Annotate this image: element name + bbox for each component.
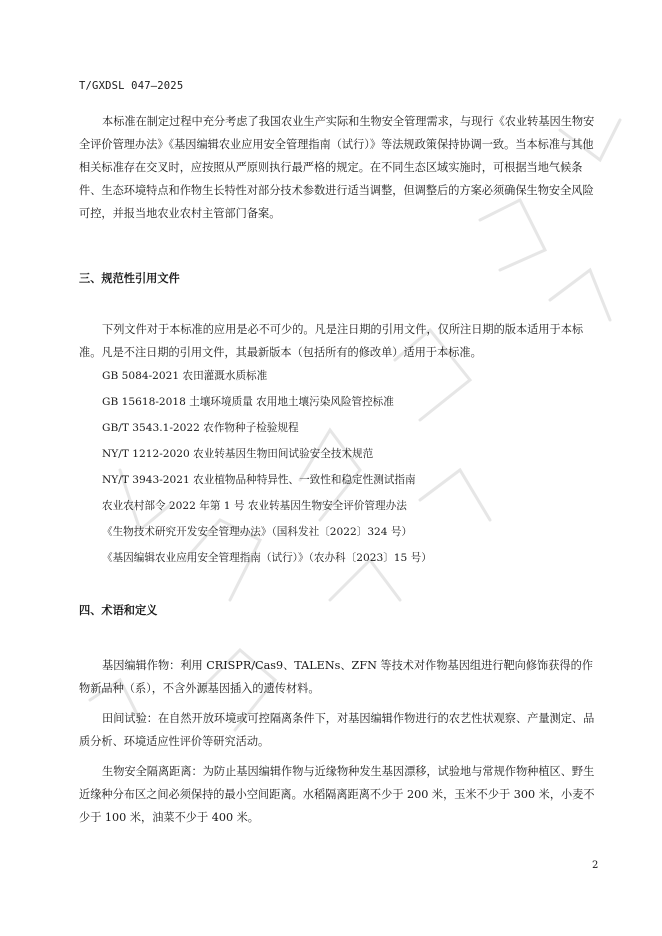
normative-references-lead: 下列文件对于本标准的应用是必不可少的。凡是注日期的引用文件，仅所注日期的版本适用于本标准。凡是不注日期的引用文件，其最新版本（包括所有的修改单）适用于本标准。 bbox=[79, 323, 584, 359]
document-code: T/GXDSL 047—2025 bbox=[79, 80, 184, 92]
page-number: 2 bbox=[592, 860, 599, 871]
section-title-normative-references: 三、规范性引用文件 bbox=[79, 272, 180, 285]
term-definition: 基因编辑作物：利用 CRISPR/Cas9、TALENs、ZFN 等技术对作物基因组进行靶向修饰获得的作物新品种（系），不含外源基因插入的遗传材料。 bbox=[79, 659, 593, 695]
reference-item: NY/T 1212-2020 农业转基因生物田间试验安全技术规范 bbox=[102, 448, 374, 460]
reference-item: NY/T 3943-2021 农业植物品种特异性、一致性和稳定性测试指南 bbox=[102, 474, 416, 486]
reference-item: 农业农村部令 2022 年第 1 号 农业转基因生物安全评价管理办法 bbox=[102, 500, 407, 512]
section-title-terms-definitions: 四、术语和定义 bbox=[79, 604, 158, 617]
term-definition: 生物安全隔离距离：为防止基因编辑作物与近缘物种发生基因漂移，试验地与常规作物种植区、野生近缘种分布区之间必须保持的最小空间距离。水稻隔离距离不少于 200 米，玉米不少于 300 米，小麦不少于 100 米，油菜不少于 400 米。 bbox=[79, 765, 595, 824]
reference-item: GB/T 3543.1-2022 农作物种子检验规程 bbox=[102, 422, 299, 434]
reference-item: GB 15618-2018 土壤环境质量 农用地土壤污染风险管控标准 bbox=[102, 396, 394, 408]
reference-item: GB 5084-2021 农田灌溉水质标准 bbox=[102, 370, 268, 382]
reference-item: 《基因编辑农业应用安全管理指南（试行）》（农办科〔2023〕15 号） bbox=[102, 552, 432, 564]
term-definition: 田间试验：在自然开放环境或可控隔离条件下，对基因编辑作物进行的农艺性状观察、产量测定、品质分析、环境适应性评价等研究活动。 bbox=[79, 712, 595, 748]
intro-paragraph: 本标准在制定过程中充分考虑了我国农业生产实际和生物安全管理需求，与现行《农业转基因生物安全评价管理办法》《基因编辑农业应用安全管理指南（试行）》等法规政策保持协调一致。当本标准与其他相关标准存在交叉时，应按照从严原则执行最严格的规定。在不同生态区域实施时，可根据当地气候条件、生态环境特点和作物生长特性对部分技术参数进行适当调整，但调整后的方案必须确保生物安全风险可控，并报当地农业农村主管部门备案。 bbox=[79, 115, 595, 220]
reference-item: 《生物技术研究开发安全管理办法》（国科发社〔2022〕324 号） bbox=[102, 526, 413, 538]
